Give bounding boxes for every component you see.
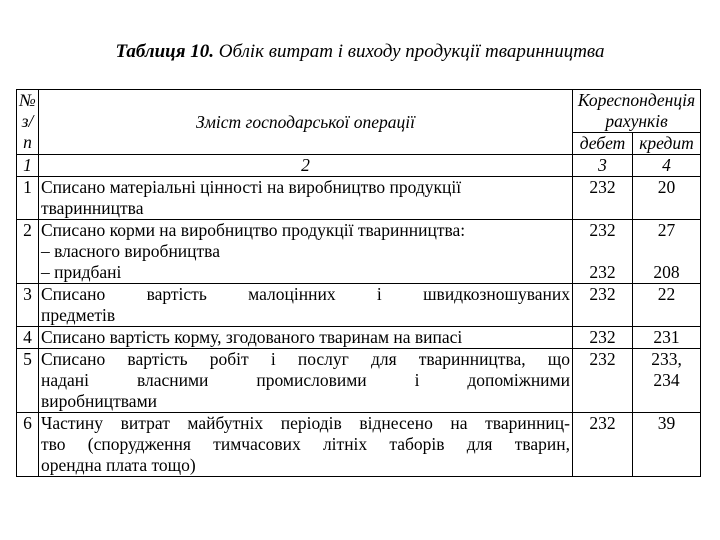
debit-value: 232: [589, 177, 616, 197]
column-number: 2: [39, 155, 573, 177]
column-number: 4: [633, 155, 701, 177]
table-row: [17, 327, 701, 349]
table-caption: [0, 40, 720, 64]
credit-value: 27: [657, 220, 676, 240]
header-credit-cell: [633, 133, 701, 155]
operation-cell: [39, 349, 573, 413]
row-number: 4: [17, 327, 39, 349]
debit-value: 232: [589, 327, 616, 347]
debit-value: 232: [589, 284, 616, 304]
operation-line: виробництвами: [41, 391, 158, 411]
row-number: 3: [17, 284, 39, 327]
header-correspondence-cell: [573, 90, 701, 133]
row-number: 2: [17, 220, 39, 284]
operation-line: – придбані: [41, 262, 122, 282]
operation-line: Списано матеріальні цінності на виробництво продукції: [41, 177, 462, 197]
header-row: [17, 90, 701, 133]
operation-cell: [39, 220, 573, 284]
debit-cell: [573, 284, 633, 327]
operation-line: тваринництва: [41, 198, 144, 218]
row-number: 5: [17, 349, 39, 413]
credit-cell: [633, 413, 701, 477]
debit-value: 232: [589, 262, 616, 282]
debit-cell: [573, 177, 633, 220]
operation-cell: [39, 284, 573, 327]
row-number: 1: [17, 177, 39, 220]
credit-value: 208: [653, 262, 680, 282]
header-number-line: п: [23, 132, 32, 152]
header-content-label: Зміст господарської операції: [196, 111, 415, 132]
operation-line: Списано вартість малоцінних і швидкозношуваних: [41, 284, 570, 304]
operation-line: тво (спорудження тимчасових літніх таборів для тварин,: [41, 434, 570, 454]
operation-line: Частину витрат майбутніх періодів віднесено на тваринниц-: [41, 413, 570, 433]
table-caption-title: Облік витрат і виходу продукції тваринництва: [218, 41, 605, 62]
debit-value: 232: [589, 220, 616, 240]
header-number-line: з/: [21, 111, 34, 131]
header-debit-label: дебет: [579, 133, 626, 153]
table-row: [17, 349, 701, 413]
debit-value: 232: [589, 349, 616, 369]
debit-value: 232: [589, 413, 616, 433]
header-number-cell: [17, 90, 39, 155]
credit-cell: [633, 220, 701, 284]
debit-cell: [573, 327, 633, 349]
operation-line: Списано корми на виробництво продукції тваринництва:: [41, 220, 466, 240]
operation-line: надані власними промисловими і допоміжними: [41, 370, 570, 390]
credit-value: 22: [657, 284, 676, 304]
column-number-row: [17, 155, 701, 177]
operation-cell: [39, 327, 573, 349]
row-number: 6: [17, 413, 39, 477]
header-credit-label: кредит: [639, 133, 694, 153]
credit-value: 39: [657, 413, 676, 433]
header-correspondence-label: Кореспонденція рахунків: [577, 90, 696, 131]
debit-cell: [573, 413, 633, 477]
header-content-cell: [39, 90, 573, 155]
spacer: [635, 241, 698, 262]
credit-value: 234: [653, 370, 680, 390]
table-caption-label: Таблиця 10.: [115, 41, 215, 62]
accounting-table: [16, 89, 701, 477]
credit-cell: [633, 349, 701, 413]
debit-cell: [573, 349, 633, 413]
credit-cell: [633, 284, 701, 327]
operation-line: – власного виробництва: [41, 241, 220, 261]
debit-cell: [573, 220, 633, 284]
credit-value: 231: [653, 327, 680, 347]
operation-line: Списано вартість корму, згодованого тваринам на випасі: [41, 327, 463, 347]
table-row: [17, 220, 701, 284]
credit-value: 20: [657, 177, 676, 197]
credit-value: 233,: [651, 349, 682, 369]
header-number-line: №: [19, 90, 36, 110]
operation-line: орендна плата тощо): [41, 455, 196, 475]
credit-cell: [633, 177, 701, 220]
table-row: [17, 177, 701, 220]
operation-cell: [39, 413, 573, 477]
column-number: 1: [17, 155, 39, 177]
header-debit-cell: [573, 133, 633, 155]
column-number: 3: [573, 155, 633, 177]
credit-cell: [633, 327, 701, 349]
operation-cell: [39, 177, 573, 220]
operation-line: Списано вартість робіт і послуг для тваринництва, що: [41, 349, 570, 369]
operation-line: предметів: [41, 305, 116, 325]
table-row: [17, 413, 701, 477]
table-row: [17, 284, 701, 327]
spacer: [575, 241, 630, 262]
